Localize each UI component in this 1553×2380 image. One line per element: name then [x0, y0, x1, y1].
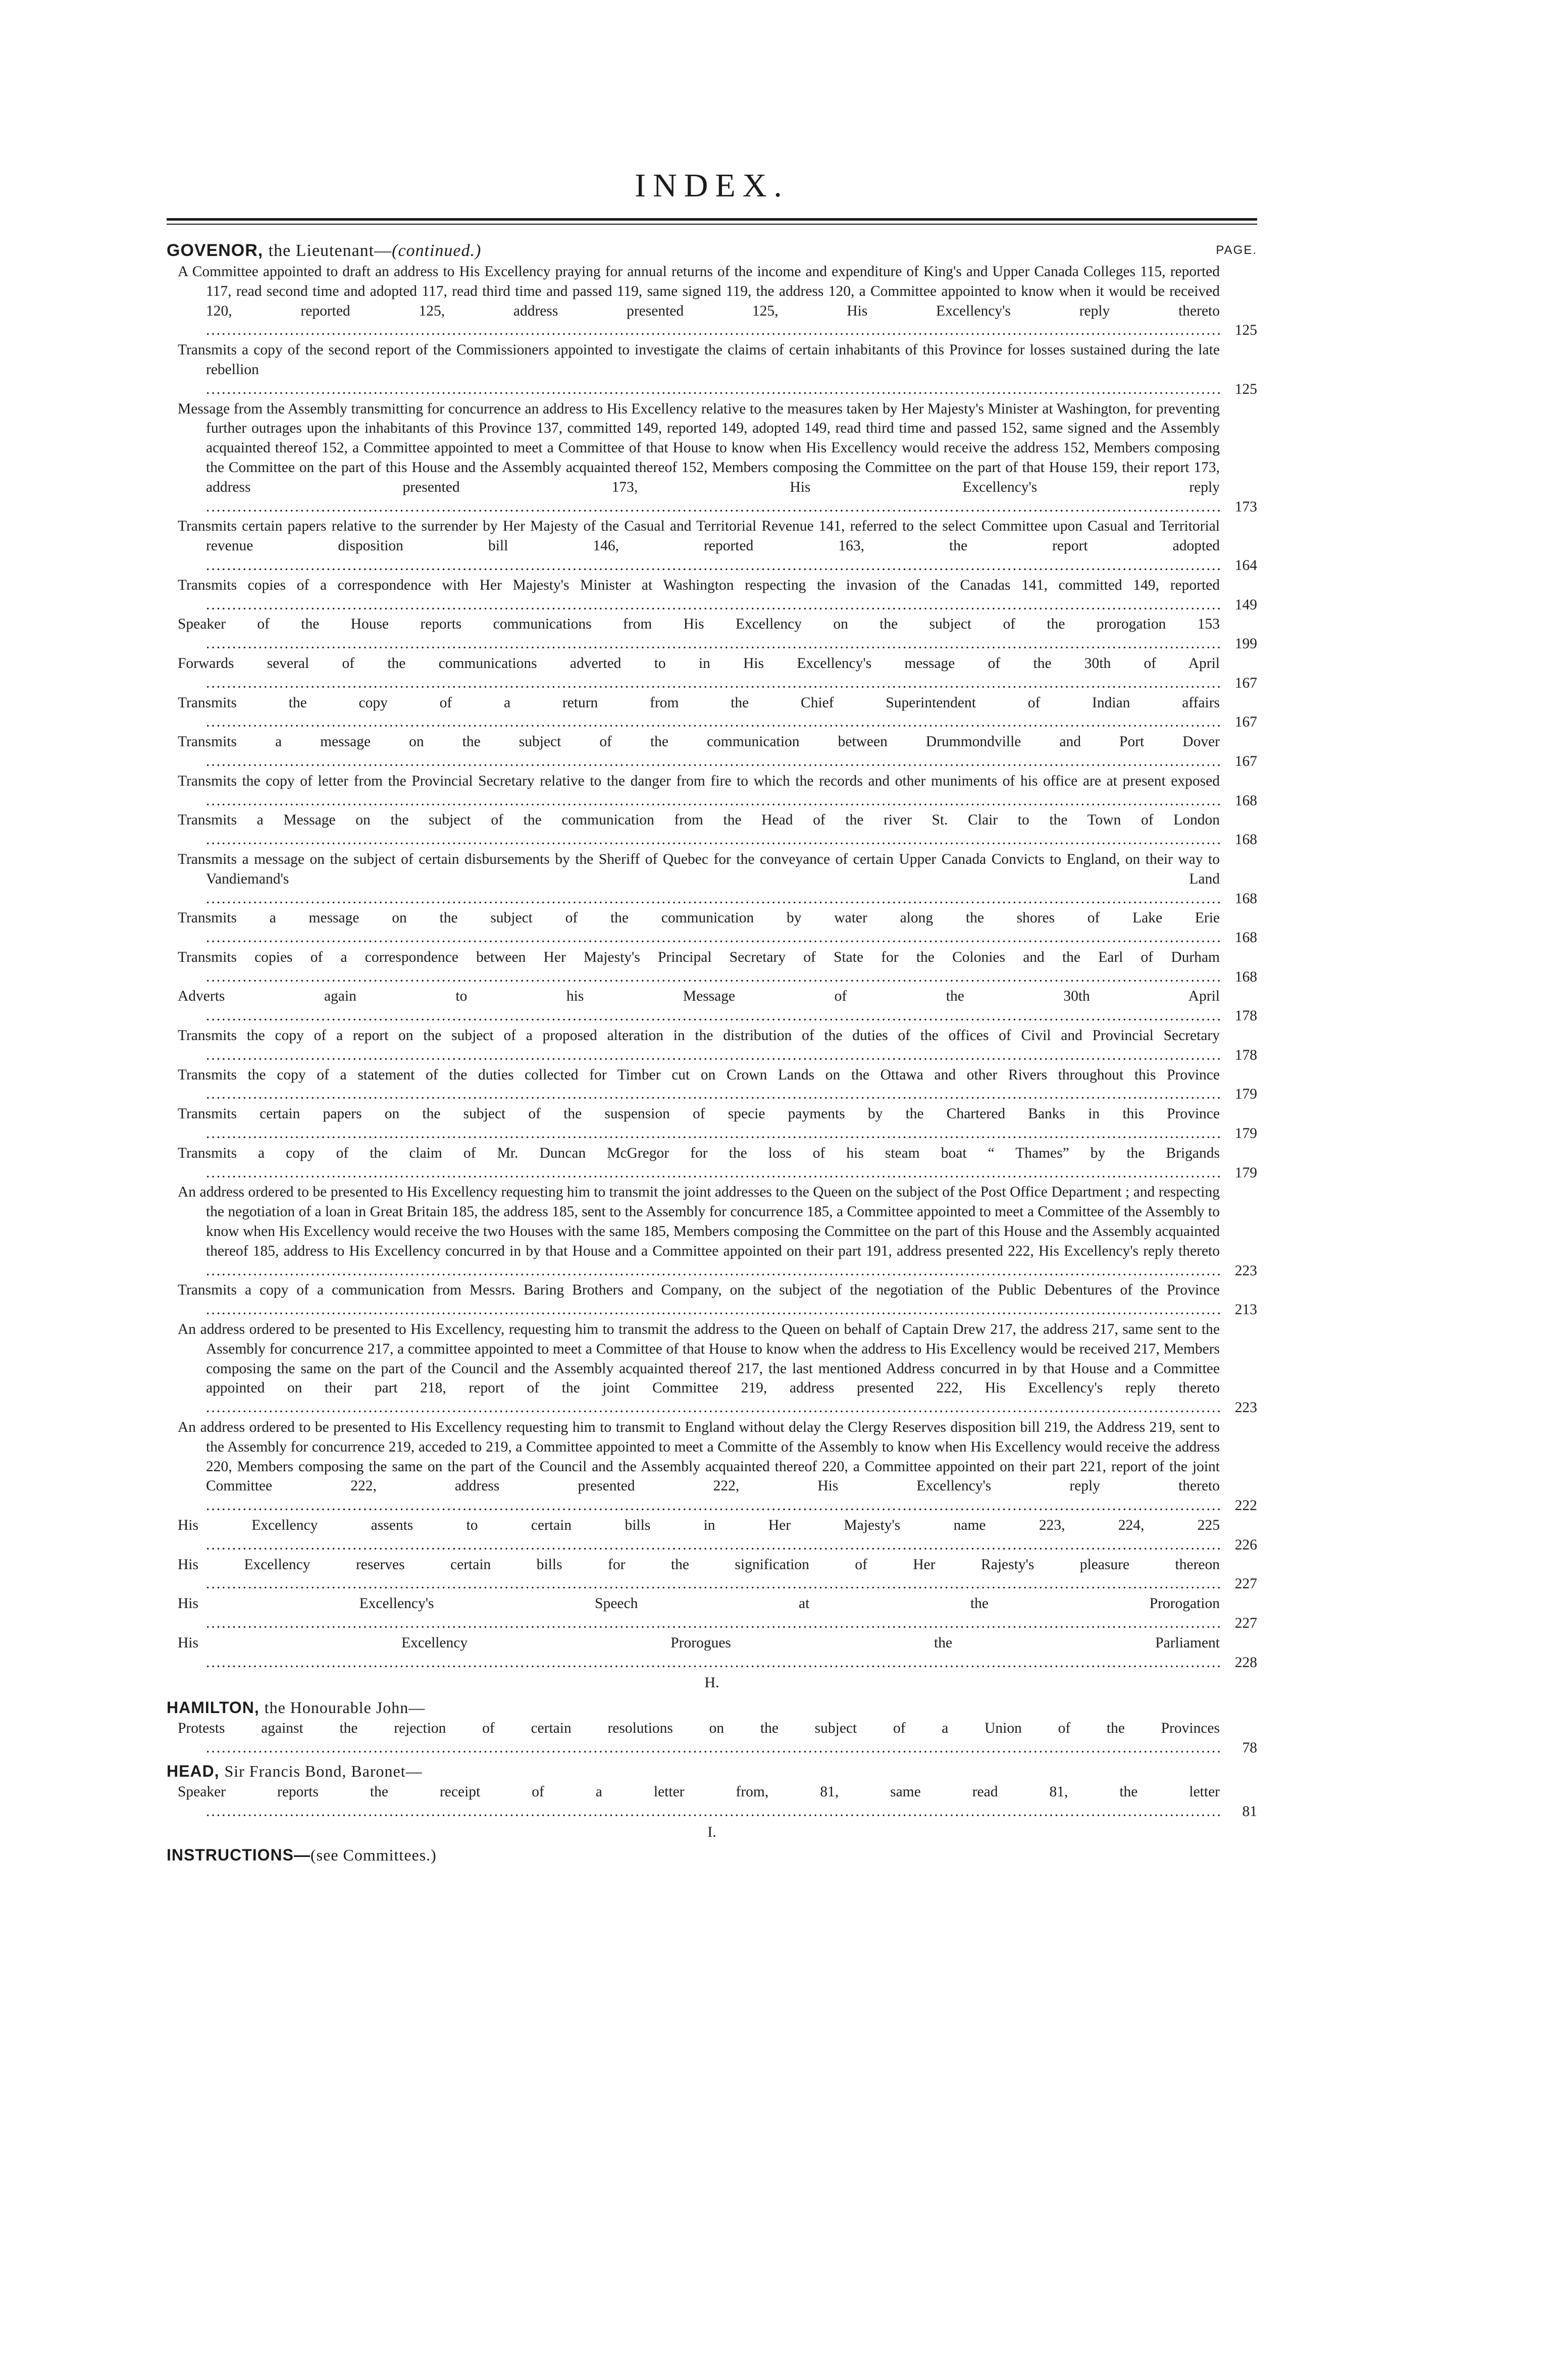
index-entry-description: Forwards several of the communications adverted to in His Excellency's message of the 30th of April ..... [178, 655, 1220, 691]
page-title: INDEX. [635, 167, 789, 204]
index-entry-page-number: 178 [1234, 1008, 1257, 1024]
index-entry-description: An address ordered to be presented to His Excellency requesting him to transmit to England without delay the Clergy Reserves disposition bill 219, the Address 219, sent to the Assembly for concurrence 219, acceded to 219, a Committee appointed to meet a Committe of the Assembly to know when His Excellency would receive the address 220, Members composing the same on the part of the Council and the Assembly acquainted thereof 220, a Committee appointed on their part 221, report of the joint Committee 222, address presented 222, His Excellency's reply thereto ..... [178, 1419, 1220, 1514]
head-heading-rest: Sir Francis Bond, Baronet— [224, 1762, 423, 1780]
index-entry-page-number: 125 [1234, 381, 1257, 397]
index-entry-page-number: 179 [1234, 1125, 1257, 1142]
index-entry-description: Speaker reports the receipt of a letter from, 81, same read 81, the letter ..... [178, 1784, 1220, 1820]
index-entry-text [178, 908, 1220, 948]
index-entry-page-number: 168 [1234, 929, 1257, 946]
index-entry-text [178, 1719, 1220, 1758]
governor-entries [178, 262, 1257, 1672]
index-entry-text [178, 614, 1220, 654]
letter-h-divider: H. [704, 1674, 719, 1691]
hamilton-heading-name: HAMILTON, [167, 1698, 260, 1717]
index-entry-page-number: 167 [1234, 675, 1257, 691]
index-page [167, 167, 1257, 1866]
index-entry-page-number: 179 [1234, 1164, 1257, 1181]
hamilton-heading [167, 1696, 1257, 1719]
index-entry [178, 1280, 1257, 1320]
index-entry-description: Transmits a message on the subject of the communication between Drummondville and Port Dover ..... [178, 734, 1220, 769]
index-entry [178, 1320, 1257, 1418]
index-entry [178, 1633, 1257, 1673]
index-entry-description: Speaker of the House reports communications from His Excellency on the subject of the prorogation 153 ..... [178, 616, 1220, 652]
head-heading [167, 1760, 1257, 1782]
index-entry-page-number: 227 [1234, 1615, 1257, 1631]
title-rule-thin [167, 224, 1257, 225]
index-entry-text [178, 1065, 1220, 1105]
index-entry-text [178, 1555, 1220, 1594]
index-entry-text [178, 340, 1220, 399]
index-entry-text [178, 1320, 1220, 1418]
hamilton-heading-rest: the Honourable John— [264, 1698, 426, 1717]
governor-continued-label: (continued.) [392, 241, 482, 260]
index-entry [178, 1719, 1257, 1758]
index-entry [178, 948, 1257, 987]
index-entry-text [178, 1182, 1220, 1280]
index-entry [178, 987, 1257, 1026]
index-entry-page-number: 149 [1234, 596, 1257, 613]
index-entry-description: Transmits certain papers relative to the surrender by Her Majesty of the Casual and Territorial Revenue 141, referred to the select Committee upon Casual and Territorial revenue disposition bill 146, reported 163, the report adopted ..... [178, 518, 1220, 574]
index-entry-text [178, 948, 1220, 987]
title-rule-thick [167, 218, 1257, 221]
index-entry-description: His Excellency Prorogues the Parliament ..... [178, 1635, 1220, 1671]
index-entry-page-number: 164 [1234, 557, 1257, 574]
index-entry-text [178, 1280, 1220, 1320]
index-entry [178, 399, 1257, 517]
index-entry-page-number: 223 [1234, 1262, 1257, 1279]
index-entry [178, 908, 1257, 948]
index-entry-page-number: 78 [1242, 1740, 1257, 1756]
index-entry-text [178, 771, 1220, 811]
index-entry-text [178, 1144, 1220, 1183]
index-entry-description: His Excellency reserves certain bills for the signification of Her Rajesty's pleasure thereon ..... [178, 1557, 1220, 1592]
index-entry-text [178, 262, 1220, 340]
index-entry [178, 1782, 1257, 1822]
index-entry-description: Transmits copies of a correspondence between Her Majesty's Principal Secretary of State for the Colonies and the Earl of Durham ..... [178, 949, 1220, 985]
index-entry [178, 576, 1257, 615]
index-entry-description: Transmits a Message on the subject of the communication from the Head of the river St. Clair to the Town of London ..... [178, 812, 1220, 848]
index-entry-description: Transmits certain papers on the subject of the suspension of specie payments by the Chartered Banks in this Province ..... [178, 1106, 1220, 1142]
index-entry-description: An address ordered to be presented to His Excellency, requesting him to transmit the address to the Queen on behalf of Captain Drew 217, the address 217, same sent to the Assembly for concurrence 217, a committee appointed to meet a Committee of that House to know when the address to His Excellency would be received 217, Members composing the same on the part of the Council and the Assembly acquainted thereof 217, the last mentioned Address concurred in by that House and a Committee appointed on their part 218, report of the joint Committee 219, address presented 222, His Excellency's reply thereto ..... [178, 1321, 1220, 1416]
index-entry-description: Transmits the copy of a report on the subject of a proposed alteration in the distribution of the duties of the offices of Civil and Provincial Secretary ..... [178, 1027, 1220, 1063]
index-entry [178, 1065, 1257, 1105]
index-entry [178, 1144, 1257, 1183]
index-entry-description: Transmits a copy of the second report of the Commissioners appointed to investigate the claims of certain inhabitants of this Province for losses sustained during the late rebellion ..... [178, 342, 1220, 397]
head-entries [178, 1782, 1257, 1822]
index-entry [178, 340, 1257, 399]
index-entry-text [178, 516, 1220, 575]
index-entry [178, 1594, 1257, 1633]
index-entry [178, 516, 1257, 575]
index-entry-description: His Excellency assents to certain bills in Her Majesty's name 223, 224, 225 ..... [178, 1517, 1220, 1553]
index-entry-page-number: 125 [1234, 322, 1257, 339]
page-column-label: PAGE. [1216, 243, 1257, 257]
index-entry-text [178, 850, 1220, 908]
index-entry-page-number: 168 [1234, 832, 1257, 848]
index-entry-page-number: 226 [1234, 1536, 1257, 1553]
index-entry-text [178, 1418, 1220, 1516]
index-entry-text [178, 1026, 1220, 1065]
index-entry [178, 614, 1257, 654]
hamilton-entries [178, 1719, 1257, 1758]
index-entry-page-number: 168 [1234, 890, 1257, 907]
index-entry [178, 1555, 1257, 1594]
index-entry-text [178, 1594, 1220, 1633]
index-entry [178, 771, 1257, 811]
governor-heading-row [167, 239, 1257, 262]
instructions-heading-rest: (see Committees.) [310, 1845, 437, 1864]
index-entry-text [178, 654, 1220, 693]
index-entry [178, 1182, 1257, 1280]
governor-heading-rest: the Lieutenant— [268, 241, 392, 260]
index-entry-text [178, 987, 1220, 1026]
index-entry-description: Adverts again to his Message of the 30th April ..... [178, 988, 1220, 1024]
instructions-heading-name: INSTRUCTIONS— [167, 1845, 310, 1864]
index-entry [178, 1418, 1257, 1516]
index-entry-description: A Committee appointed to draft an address to His Excellency praying for annual returns of the income and expenditure of King's and Upper Canada Colleges 115, reported 117, read second time and adopted 117, read third time and passed 119, same signed 119, the address 120, a Committee appointed to know when it would be received 120, reported 125, address presented 125, His Excellency's reply thereto ..... [178, 264, 1220, 338]
instructions-heading [167, 1844, 1257, 1866]
index-entry-text [178, 1516, 1220, 1555]
index-entry-text [178, 1633, 1220, 1673]
index-entry-page-number: 173 [1234, 498, 1257, 515]
index-entry-page-number: 178 [1234, 1047, 1257, 1063]
index-entry-page-number: 168 [1234, 792, 1257, 809]
index-entry-text [178, 576, 1220, 615]
letter-i-divider: I. [707, 1823, 716, 1840]
index-entry-description: His Excellency's Speech at the Prorogation ..... [178, 1595, 1220, 1631]
index-entry-page-number: 168 [1234, 968, 1257, 985]
index-entry-description: Message from the Assembly transmitting for concurrence an address to His Excellency relative to the measures taken by Her Majesty's Minister at Washington, for preventing further outrages upon the inhabitants of this Province 137, committed 149, reported 149, adopted 149, read third time and passed 152, same signed and the Assembly acquainted thereof 152, a Committee appointed to meet a Committee of that House to know when His Excellency would receive the address 152, Members composing the Committee on the part of this House and the Assembly acquainted thereof 152, Members composing the Committee on the part of that House 159, their report 173, address presented 173, His Excellency's reply ..... [178, 401, 1220, 515]
index-entry-page-number: 167 [1234, 714, 1257, 731]
index-entry-description: Transmits a message on the subject of the communication by water along the shores of Lake Erie ..... [178, 910, 1220, 946]
index-entry-page-number: 222 [1234, 1497, 1257, 1514]
governor-heading-name: GOVENOR, [167, 241, 264, 260]
head-heading-name: HEAD, [167, 1762, 220, 1780]
index-entry-description: Transmits copies of a correspondence with Her Majesty's Minister at Washington respecting the invasion of the Canadas 141, committed 149, reported ..... [178, 577, 1220, 613]
index-entry-page-number: 167 [1234, 753, 1257, 769]
index-entry-description: Transmits the copy of a statement of the duties collected for Timber cut on Crown Lands on the Ottawa and other Rivers throughout this Province ..... [178, 1067, 1220, 1103]
index-entry-description: Transmits the copy of letter from the Provincial Secretary relative to the danger from fire to which the records and other muniments of his office are at present exposed ..... [178, 773, 1220, 809]
index-entry-page-number: 81 [1242, 1803, 1257, 1820]
index-entry [178, 693, 1257, 733]
index-entry-page-number: 223 [1234, 1400, 1257, 1416]
index-entry-description: Transmits a message on the subject of certain disbursements by the Sheriff of Quebec for the conveyance of certain Upper Canada Convicts to England, on their way to Vandiemand's Land ..... [178, 851, 1220, 907]
index-entry [178, 654, 1257, 693]
governor-heading [167, 241, 481, 260]
index-entry-description: Transmits a copy of the claim of Mr. Duncan McGregor for the loss of his steam boat “ Thames” by the Brigands ..... [178, 1145, 1220, 1181]
index-entry-description: Protests against the rejection of certain resolutions on the subject of a Union of the Provinces ..... [178, 1720, 1220, 1756]
index-entry [178, 810, 1257, 850]
index-entry [178, 262, 1257, 340]
index-entry-text [178, 399, 1220, 517]
index-entry [178, 1026, 1257, 1065]
index-entry-description: An address ordered to be presented to His Excellency requesting him to transmit the joint addresses to the Queen on the subject of the Post Office Department ; and respecting the negotiation of a loan in Great Britain 185, the address 185, sent to the Assembly for concurrence 185, a Committee appointed to meet a Committee of the Assembly to know when His Excellency would receive the two Houses with the same 185, Members composing the Committee on the part of this House and the Assembly acquainted thereof 185, address to His Excellency concurred in by that House and a Committee appointed on their part 191, address presented 222, His Excellency's reply thereto ..... [178, 1184, 1220, 1278]
index-entry-page-number: 213 [1234, 1302, 1257, 1318]
index-entry-description: Transmits a copy of a communication from Messrs. Baring Brothers and Company, on the subject of the negotiation of the Public Debentures of the Province ..... [178, 1282, 1220, 1318]
index-entry-description: Transmits the copy of a return from the Chief Superintendent of Indian affairs ..... [178, 695, 1220, 731]
index-entry [178, 1104, 1257, 1144]
index-entry-text [178, 1782, 1220, 1822]
index-entry-page-number: 179 [1234, 1086, 1257, 1103]
index-entry [178, 732, 1257, 771]
index-entry-text [178, 732, 1220, 771]
index-entry-text [178, 1104, 1220, 1144]
index-entry [178, 1516, 1257, 1555]
index-entry-text [178, 810, 1220, 850]
index-entry-page-number: 227 [1234, 1576, 1257, 1592]
index-entry [178, 850, 1257, 908]
index-entry-text [178, 693, 1220, 733]
index-entry-page-number: 228 [1234, 1654, 1257, 1671]
index-entry-page-number: 199 [1234, 636, 1257, 652]
